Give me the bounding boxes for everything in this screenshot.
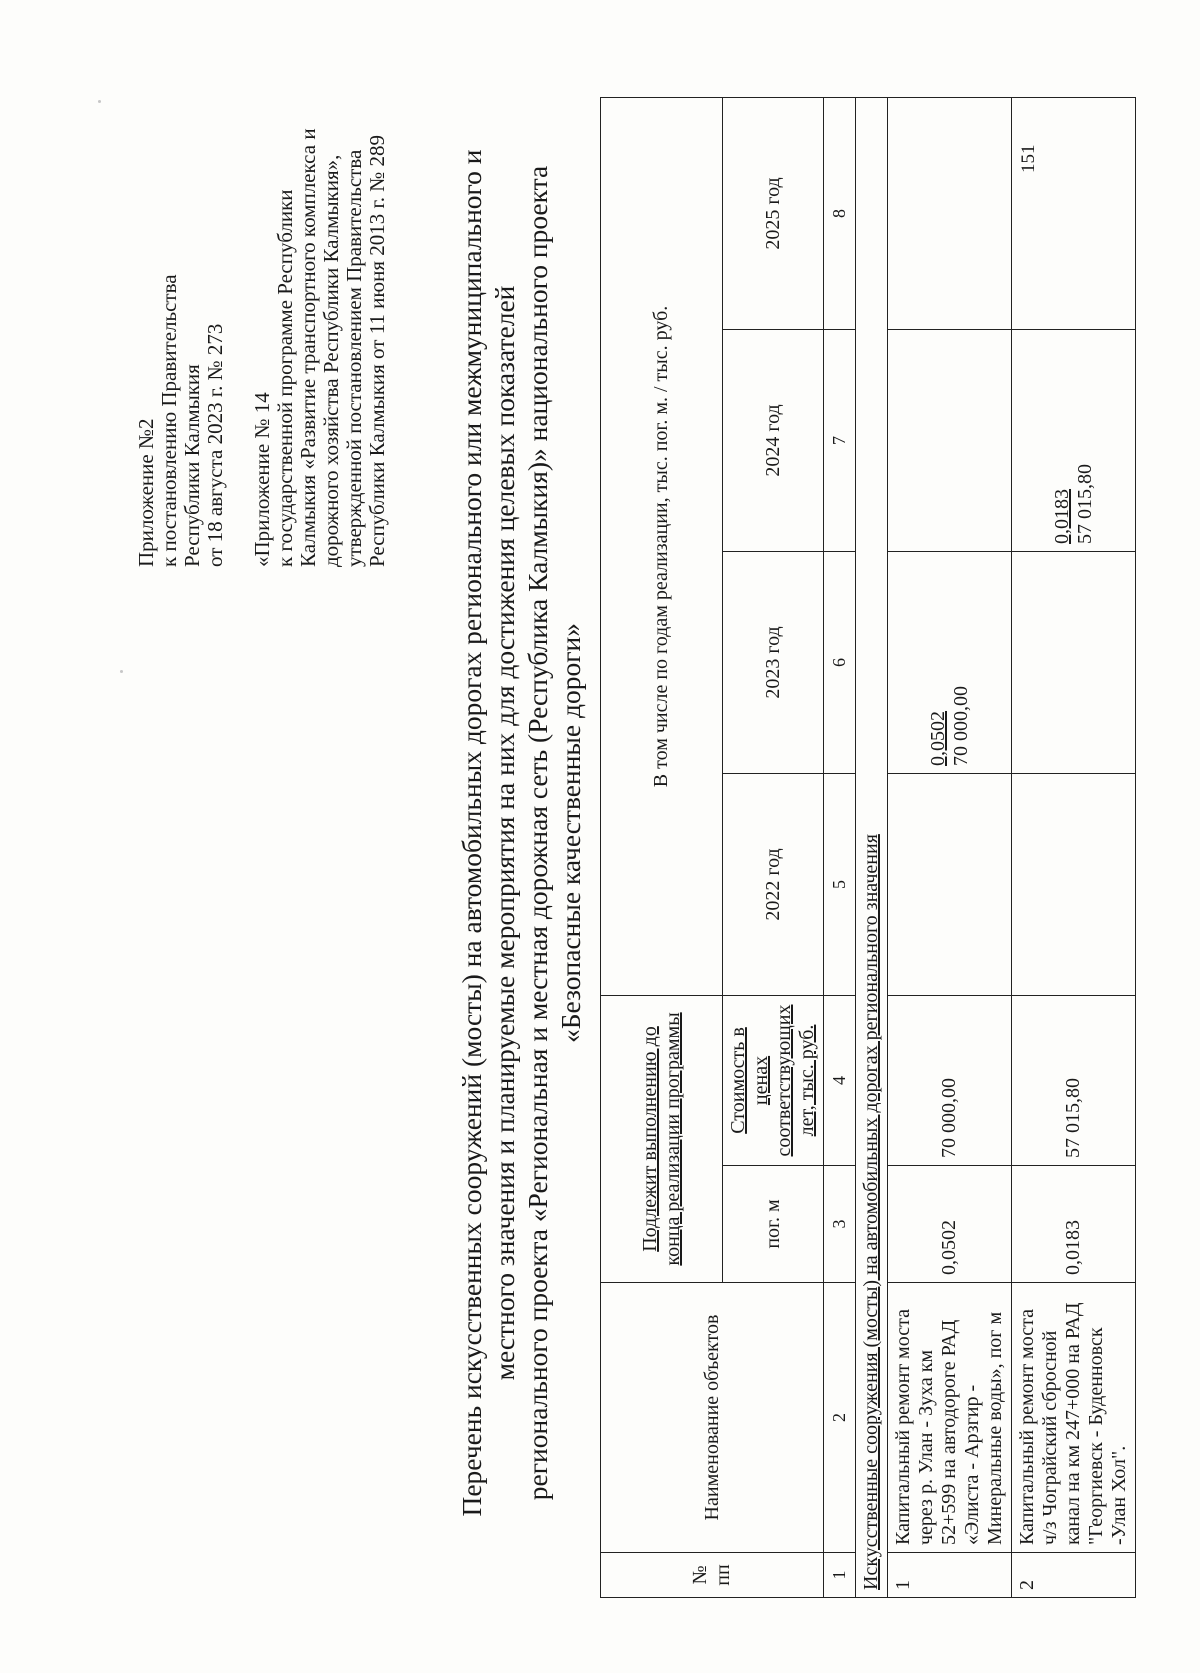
header-completion: [601, 995, 723, 1282]
title-line: «Безопасные качественные дороги»: [555, 623, 586, 1043]
row-2023-cost: 70 000,00: [949, 685, 972, 766]
header-2022: 2022 год: [723, 773, 824, 995]
row-2024: [888, 329, 1012, 551]
column-number: 4: [824, 995, 856, 1165]
appendix-line: утвержденной постановлением Правительства: [342, 149, 366, 567]
row-no: 1: [888, 1553, 1012, 1598]
column-number: 8: [824, 97, 856, 329]
row-2024-cost: 57 015,80: [1073, 463, 1096, 544]
section-title: [856, 97, 888, 1597]
header-2024: 2024 год: [723, 329, 824, 551]
row-no: 2: [1012, 1553, 1136, 1598]
header-cost-text: Стоимость в ценах соответствующих лет, тыс. руб.: [727, 1004, 818, 1157]
row-2024: [1012, 329, 1136, 551]
scan-speck: [98, 100, 101, 103]
appendix-line: Приложение №2: [134, 418, 158, 567]
title-line: местного значения и планируемые мероприятия на них для достижения целевых показателей: [489, 285, 520, 1381]
header-by-years: В том числе по годам реализации, тыс. пог. м. / тыс. руб.: [601, 97, 723, 995]
header-no: № пп: [601, 1553, 824, 1598]
table-row: [888, 97, 1012, 1597]
scan-speck: [120, 670, 123, 673]
appendix-line: к постановлению Правительства: [157, 274, 181, 567]
appendix-line: от 18 августа 2023 г. № 273: [203, 323, 227, 567]
header-name: Наименование объектов: [601, 1283, 824, 1553]
title-line: регионального проекта «Региональная и местная дорожная сеть (Республика Калмыкия)» национального проекта: [522, 165, 553, 1501]
column-number: 7: [824, 329, 856, 551]
section-row: [856, 97, 888, 1597]
table-row: [1012, 97, 1136, 1597]
column-number: 3: [824, 1166, 856, 1283]
row-2023: [888, 551, 1012, 773]
header-2023: 2023 год: [723, 551, 824, 773]
header-length: пог. м: [723, 1166, 824, 1283]
section-title-text: Искусственные сооружения (мосты) на автомобильных дорогах регионального значения: [860, 834, 882, 1590]
appendix-spacer: [227, 47, 251, 567]
header-completion-text: Подлежит выполнению до конца реализации программы: [638, 1012, 684, 1266]
column-number: 2: [824, 1283, 856, 1553]
column-number-row: [824, 97, 856, 1597]
header-cost: [723, 995, 824, 1165]
column-number: 1: [824, 1553, 856, 1598]
row-2023-length: 0,0502: [926, 710, 949, 766]
bridges-table: [600, 97, 1136, 1598]
appendix-line: к государственной программе Республики: [273, 189, 297, 567]
row-name: Капитальный ремонт моста через р. Улан - Зуха км 52+599 на автодороге РАД «Элиста - Арзгир - Минеральные воды», пог м: [888, 1283, 1012, 1553]
appendix-line: «Приложение № 14: [250, 392, 274, 567]
row-2025: [888, 97, 1012, 329]
row-name: Капитальный ремонт моста ч/з Чограйский сбросной канал на км 247+000 на РАД "Георгиевск - Буденновск -Улан Хол".: [1012, 1283, 1136, 1553]
column-number: 5: [824, 773, 856, 995]
header-2025: 2025 год: [723, 97, 824, 329]
row-cost: 57 015,80: [1012, 995, 1136, 1165]
appendix-line: Калмыкия «Развитие транспортного комплекса и: [296, 128, 320, 567]
row-cost: 70 000,00: [888, 995, 1012, 1165]
appendix-header: [135, 47, 389, 567]
row-length: 0,0183: [1012, 1166, 1136, 1283]
document-title: [455, 53, 587, 1613]
row-2023: [1012, 551, 1136, 773]
page-number: 151: [1018, 144, 1039, 173]
row-2025: [1012, 97, 1136, 329]
header-row: [601, 97, 723, 1597]
column-number: 6: [824, 551, 856, 773]
appendix-line: Республики Калмыкия от 11 июня 2013 г. № 289: [365, 134, 389, 567]
row-2022: [1012, 773, 1136, 995]
title-line: Перечень искусственных сооружений (мосты) на автомобильных дорогах регионального или межмуниципального и: [456, 149, 487, 1517]
row-2024-length: 0,0183: [1050, 488, 1073, 544]
row-length: 0,0502: [888, 1166, 1012, 1283]
row-2022: [888, 773, 1012, 995]
appendix-line: дорожного хозяйства Республики Калмыкия»,: [319, 154, 343, 567]
appendix-line: Республики Калмыкия: [180, 364, 204, 567]
